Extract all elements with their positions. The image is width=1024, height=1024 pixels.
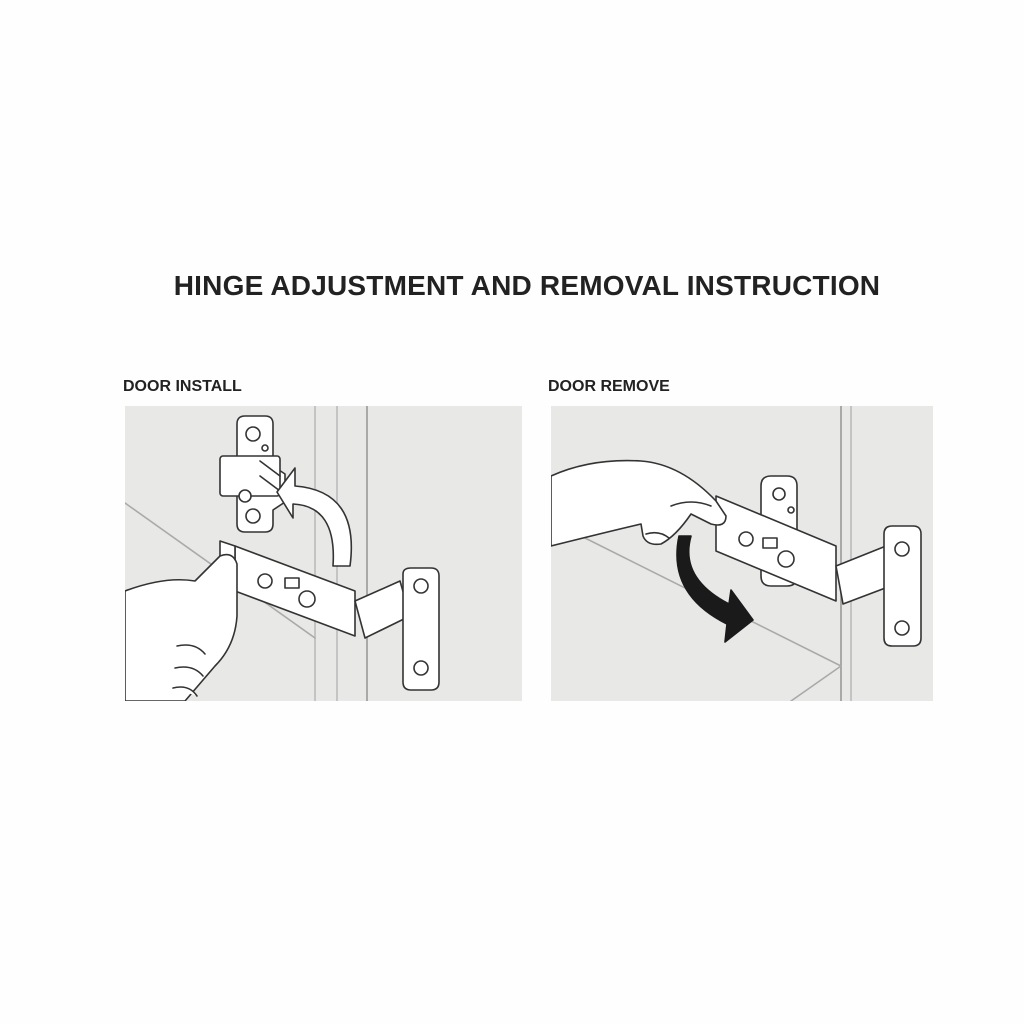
door-install-caption: DOOR INSTALL [123, 378, 242, 395]
door-remove-caption: DOOR REMOVE [548, 378, 670, 395]
page-title: HINGE ADJUSTMENT AND REMOVAL INSTRUCTION [173, 270, 881, 301]
door-remove-illustration [551, 406, 933, 701]
door-remove-panel [551, 406, 933, 701]
door-install-illustration [125, 406, 522, 701]
door-install-panel [125, 406, 522, 701]
